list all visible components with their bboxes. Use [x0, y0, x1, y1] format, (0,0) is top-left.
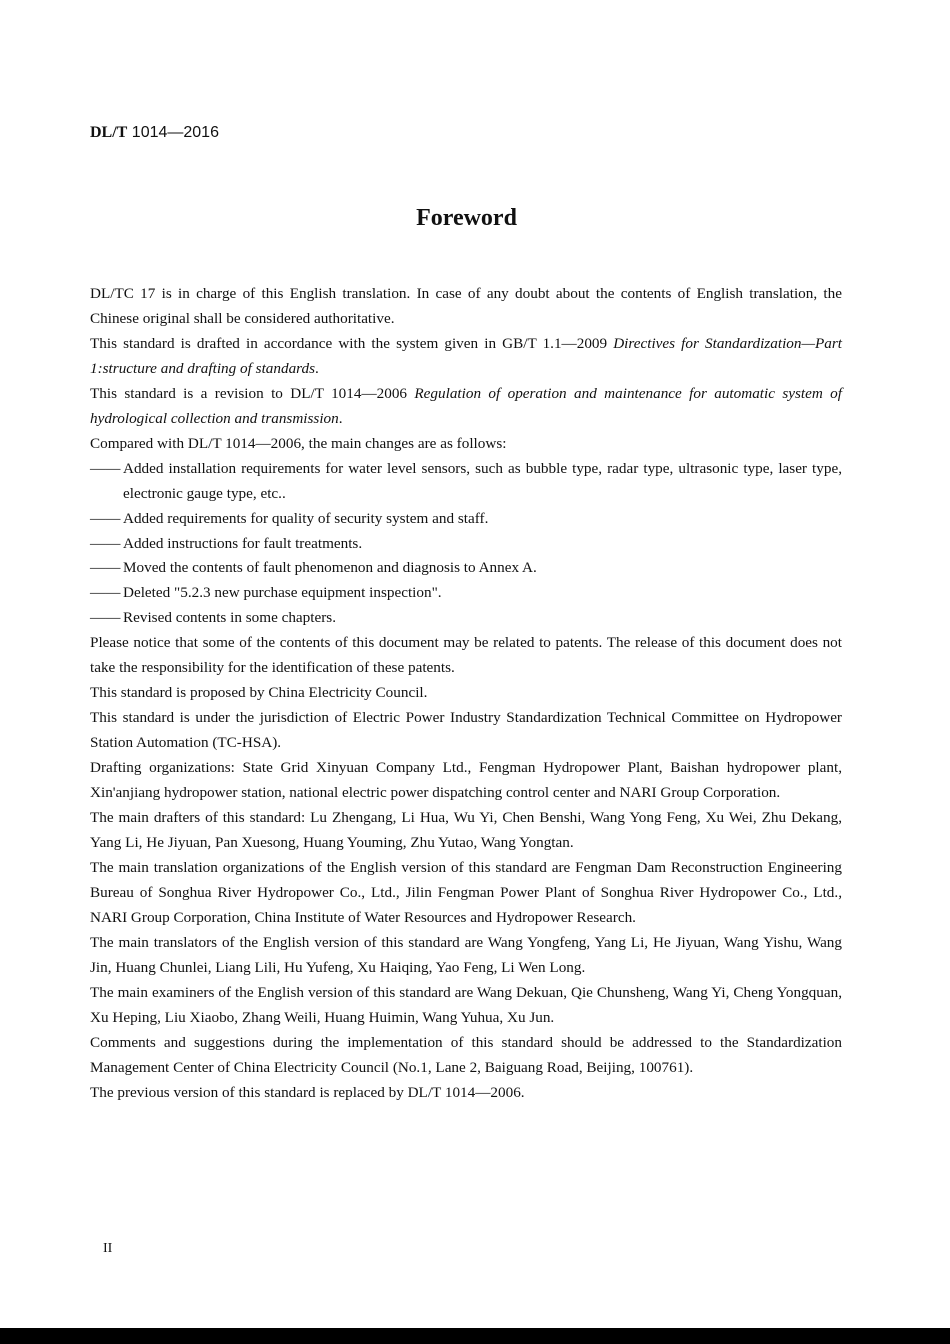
- page-number: II: [103, 1241, 113, 1256]
- change-item: [90, 532, 842, 557]
- document-code: [90, 124, 219, 142]
- paragraph-translation-note: DL/TC 17 is in charge of this English translation. In case of any doubt about the contents of English translation, the Chinese original shall be considered authoritative.: [90, 285, 842, 327]
- dash-mark: ——: [90, 534, 121, 552]
- paragraph-main-drafters: The main drafters of this standard: Lu Zhengang, Li Hua, Wu Yi, Chen Benshi, Wang Yong Feng, Xu Wei, Zhu Dekang, Yang Li, He Jiyuan, Pan Xuesong, Huang Youming, Zhu Yutao, Wang Yongtan.: [90, 809, 842, 851]
- paragraph-drafting-organizations: Drafting organizations: State Grid Xinyuan Company Ltd., Fengman Hydropower Plant, Baishan hydropower plant, Xin'anjiang hydropower station, national electric power dispatching control center and NARI Group Corporation.: [90, 759, 842, 802]
- paragraph-translation-organizations: The main translation organizations of the English version of this standard are Fengman Dam Reconstruction Engineering Bureau of Songhua River Hydropower Co., Ltd., Jilin Fengman Power Plant of Songhua River Hydropower Co., Ltd., NARI Group Corporation, China Institute of Water Resources and Hydropower Research.: [90, 858, 842, 926]
- dash-mark: ——: [90, 584, 121, 602]
- change-item-text: Revised contents in some chapters.: [123, 609, 336, 627]
- paragraph-examiners: The main examiners of the English version of this standard are Wang Dekuan, Qie Chunsheng, Wang Yi, Cheng Yongquan, Xu Heping, Liu Xiaobo, Zhang Weili, Huang Huimin, Wang Yuhua, Xu Jun.: [90, 983, 842, 1026]
- paragraph-drafting-basis: [90, 332, 842, 382]
- change-item-text: Added requirements for quality of security system and staff.: [123, 509, 489, 527]
- paragraph-previous-version: The previous version of this standard is replaced by DL/T 1014—2006.: [90, 1083, 525, 1101]
- document-code-prefix: DL/T: [90, 124, 128, 141]
- page-title: Foreword: [416, 205, 517, 231]
- change-item-text: Added installation requirements for water level sensors, such as bubble type, radar type, ultrasonic type, laser type, electronic gauge type, etc..: [123, 459, 842, 502]
- revision-end: .: [338, 409, 343, 427]
- revision-title: Regulation of operation and maintenance for automatic system of hydrological collection and transmission: [90, 384, 842, 427]
- paragraph-jurisdiction: This standard is under the jurisdiction of Electric Power Industry Standardization Technical Committee on Hydropower Station Automation (TC-HSA).: [90, 709, 842, 752]
- dash-mark: ——: [90, 509, 121, 527]
- drafting-basis-end: .: [315, 359, 319, 377]
- change-item: [90, 606, 842, 631]
- change-item: [90, 457, 842, 507]
- paragraph-proposed-by: This standard is proposed by China Electricity Council.: [90, 684, 428, 702]
- document-code-number: 1014—2016: [127, 124, 219, 141]
- revision-lead: This standard is a revision to DL/T 1014—2006: [90, 384, 415, 402]
- foreword-body: [90, 282, 842, 1105]
- page-bottom-border: [0, 1328, 950, 1344]
- change-item-text: Deleted "5.2.3 new purchase equipment inspection".: [123, 584, 442, 602]
- paragraph-patents: Please notice that some of the contents of this document may be related to patents. The release of this document does not take the responsibility for the identification of these patents.: [90, 634, 842, 677]
- change-item: [90, 556, 842, 581]
- change-item: [90, 581, 842, 606]
- drafting-basis-lead: This standard is drafted in accordance with the system given in GB/T 1.1—2009: [90, 334, 614, 352]
- change-item: [90, 507, 842, 532]
- paragraph-comments: Comments and suggestions during the implementation of this standard should be addressed to the Standardization Management Center of China Electricity Council (No.1, Lane 2, Baiguang Road, Beijing, 100761).: [90, 1033, 842, 1076]
- change-item-text: Added instructions for fault treatments.: [123, 534, 363, 552]
- dash-mark: ——: [90, 609, 121, 627]
- paragraph-revision: [90, 382, 842, 432]
- dash-mark: ——: [90, 459, 121, 477]
- change-item-text: Moved the contents of fault phenomenon and diagnosis to Annex A.: [123, 559, 537, 577]
- paragraph-translators: The main translators of the English version of this standard are Wang Yongfeng, Yang Li, He Jiyuan, Wang Yishu, Wang Jin, Huang Chunlei, Liang Lili, Hu Yufeng, Xu Haiqing, Yao Feng, Li Wen Long.: [90, 933, 842, 976]
- dash-mark: ——: [90, 559, 121, 577]
- drafting-basis-title: Directives for Standardization—Part 1:structure and drafting of standards: [90, 334, 842, 377]
- paragraph-changes-intro: Compared with DL/T 1014—2006, the main changes are as follows:: [90, 434, 507, 452]
